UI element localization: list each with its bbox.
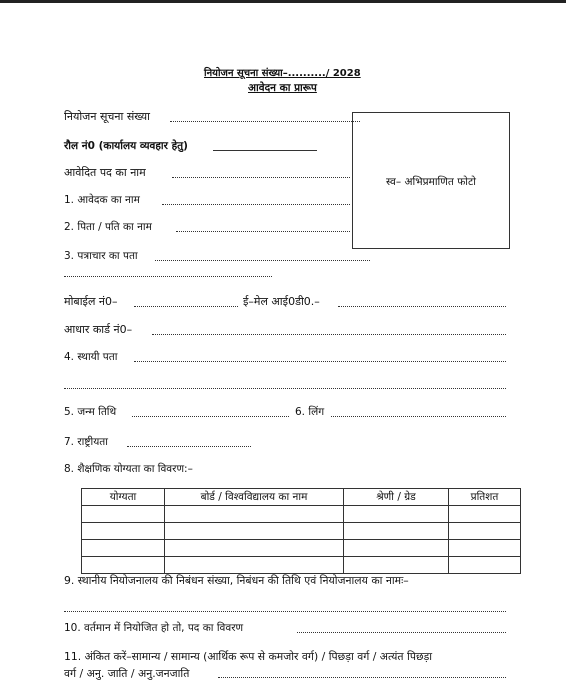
photo-box[interactable] — [352, 112, 510, 249]
table-cell[interactable] — [449, 540, 521, 557]
current-employment-label: 10. वर्तमान में नियोजित हो तो, पद का विवरण — [64, 622, 244, 634]
category-label-line2: वर्ग / अनु. जाति / अनु.जनजाति — [64, 667, 190, 680]
table-cell[interactable] — [165, 557, 344, 574]
table-cell[interactable] — [344, 523, 449, 540]
column-header: योग्यता — [82, 489, 165, 506]
table-row — [82, 540, 521, 557]
top-border — [0, 0, 566, 3]
nationality-field[interactable] — [127, 446, 251, 447]
table-cell[interactable] — [449, 506, 521, 523]
photo-box-label: स्व– अभिप्रमाणित फोटो — [385, 176, 477, 188]
category-field[interactable] — [218, 677, 506, 678]
table-cell[interactable] — [165, 540, 344, 557]
address-field-line2[interactable] — [64, 276, 272, 277]
column-header: श्रेणी / ग्रेड — [344, 489, 449, 506]
education-label: 8. शैक्षणिक योग्यता का विवरण:– — [64, 463, 193, 475]
table-cell[interactable] — [344, 557, 449, 574]
dob-label: 5. जन्म तिथि — [64, 406, 117, 418]
table-row — [82, 523, 521, 540]
qualification-table — [81, 488, 521, 574]
table-cell[interactable] — [82, 557, 165, 574]
applicant-name-label: 1. आवेदक का नाम — [64, 194, 140, 206]
table-cell[interactable] — [344, 540, 449, 557]
table-cell[interactable] — [344, 506, 449, 523]
employment-exchange-field[interactable] — [64, 611, 506, 612]
gender-field[interactable] — [331, 416, 506, 417]
post-name-label: आवेदित पद का नाम — [64, 166, 146, 179]
table-cell[interactable] — [449, 557, 521, 574]
permanent-address-field-line2[interactable] — [64, 388, 506, 389]
aadhaar-field[interactable] — [152, 334, 506, 335]
applicant-name-field[interactable] — [162, 204, 350, 205]
aadhaar-label: आधार कार्ड नं0– — [64, 323, 133, 336]
category-label-line1: 11. अंकित करें–सामान्य / सामान्य (आर्थिक रूप से कमजोर वर्ग) / पिछड़ा वर्ग / अत्यंत पिछड़ा — [64, 650, 433, 663]
table-cell[interactable] — [82, 540, 165, 557]
column-header: प्रतिशत — [449, 489, 521, 506]
table-cell[interactable] — [449, 523, 521, 540]
mobile-field[interactable] — [134, 306, 238, 307]
table-cell[interactable] — [82, 523, 165, 540]
roll-no-label: रौल नं0 (कार्यालय व्यवहार हेतु) — [64, 140, 188, 152]
roll-no-field[interactable] — [213, 150, 317, 151]
gender-label: 6. लिंग — [295, 406, 325, 418]
address-field-line1[interactable] — [155, 260, 370, 261]
table-row — [82, 506, 521, 523]
notice-number-heading: नियोजन सूचना संख्या–........../ 2028 — [204, 68, 361, 79]
dob-field[interactable] — [132, 416, 289, 417]
permanent-address-field-line1[interactable] — [134, 361, 506, 362]
notice-no-label: नियोजन सूचना संख्या — [64, 110, 150, 123]
table-cell[interactable] — [165, 523, 344, 540]
table-cell[interactable] — [82, 506, 165, 523]
father-name-field[interactable] — [176, 231, 350, 232]
notice-no-field[interactable] — [170, 121, 360, 122]
employment-exchange-label: 9. स्थानीय नियोजनालय की निबंधन संख्या, निबंधन की तिथि एवं नियोजनालय का नामः– — [64, 574, 409, 587]
address-label: 3. पत्राचार का पता — [64, 250, 138, 262]
table-row — [82, 557, 521, 574]
post-name-field[interactable] — [172, 177, 350, 178]
form-title: आवेदन का प्रारूप — [248, 82, 317, 94]
table-header-row — [82, 489, 521, 506]
email-label: ई–मेल आई0डी0.– — [243, 295, 320, 308]
column-header: बोर्ड / विश्वविद्यालय का नाम — [165, 489, 344, 506]
nationality-label: 7. राष्ट्रीयता — [64, 436, 109, 448]
table-cell[interactable] — [165, 506, 344, 523]
father-name-label: 2. पिता / पति का नाम — [64, 221, 152, 233]
mobile-label: मोबाईल नं0– — [64, 295, 118, 308]
permanent-address-label: 4. स्थायी पता — [64, 351, 118, 363]
current-employment-field[interactable] — [297, 632, 506, 633]
email-field[interactable] — [338, 306, 506, 307]
